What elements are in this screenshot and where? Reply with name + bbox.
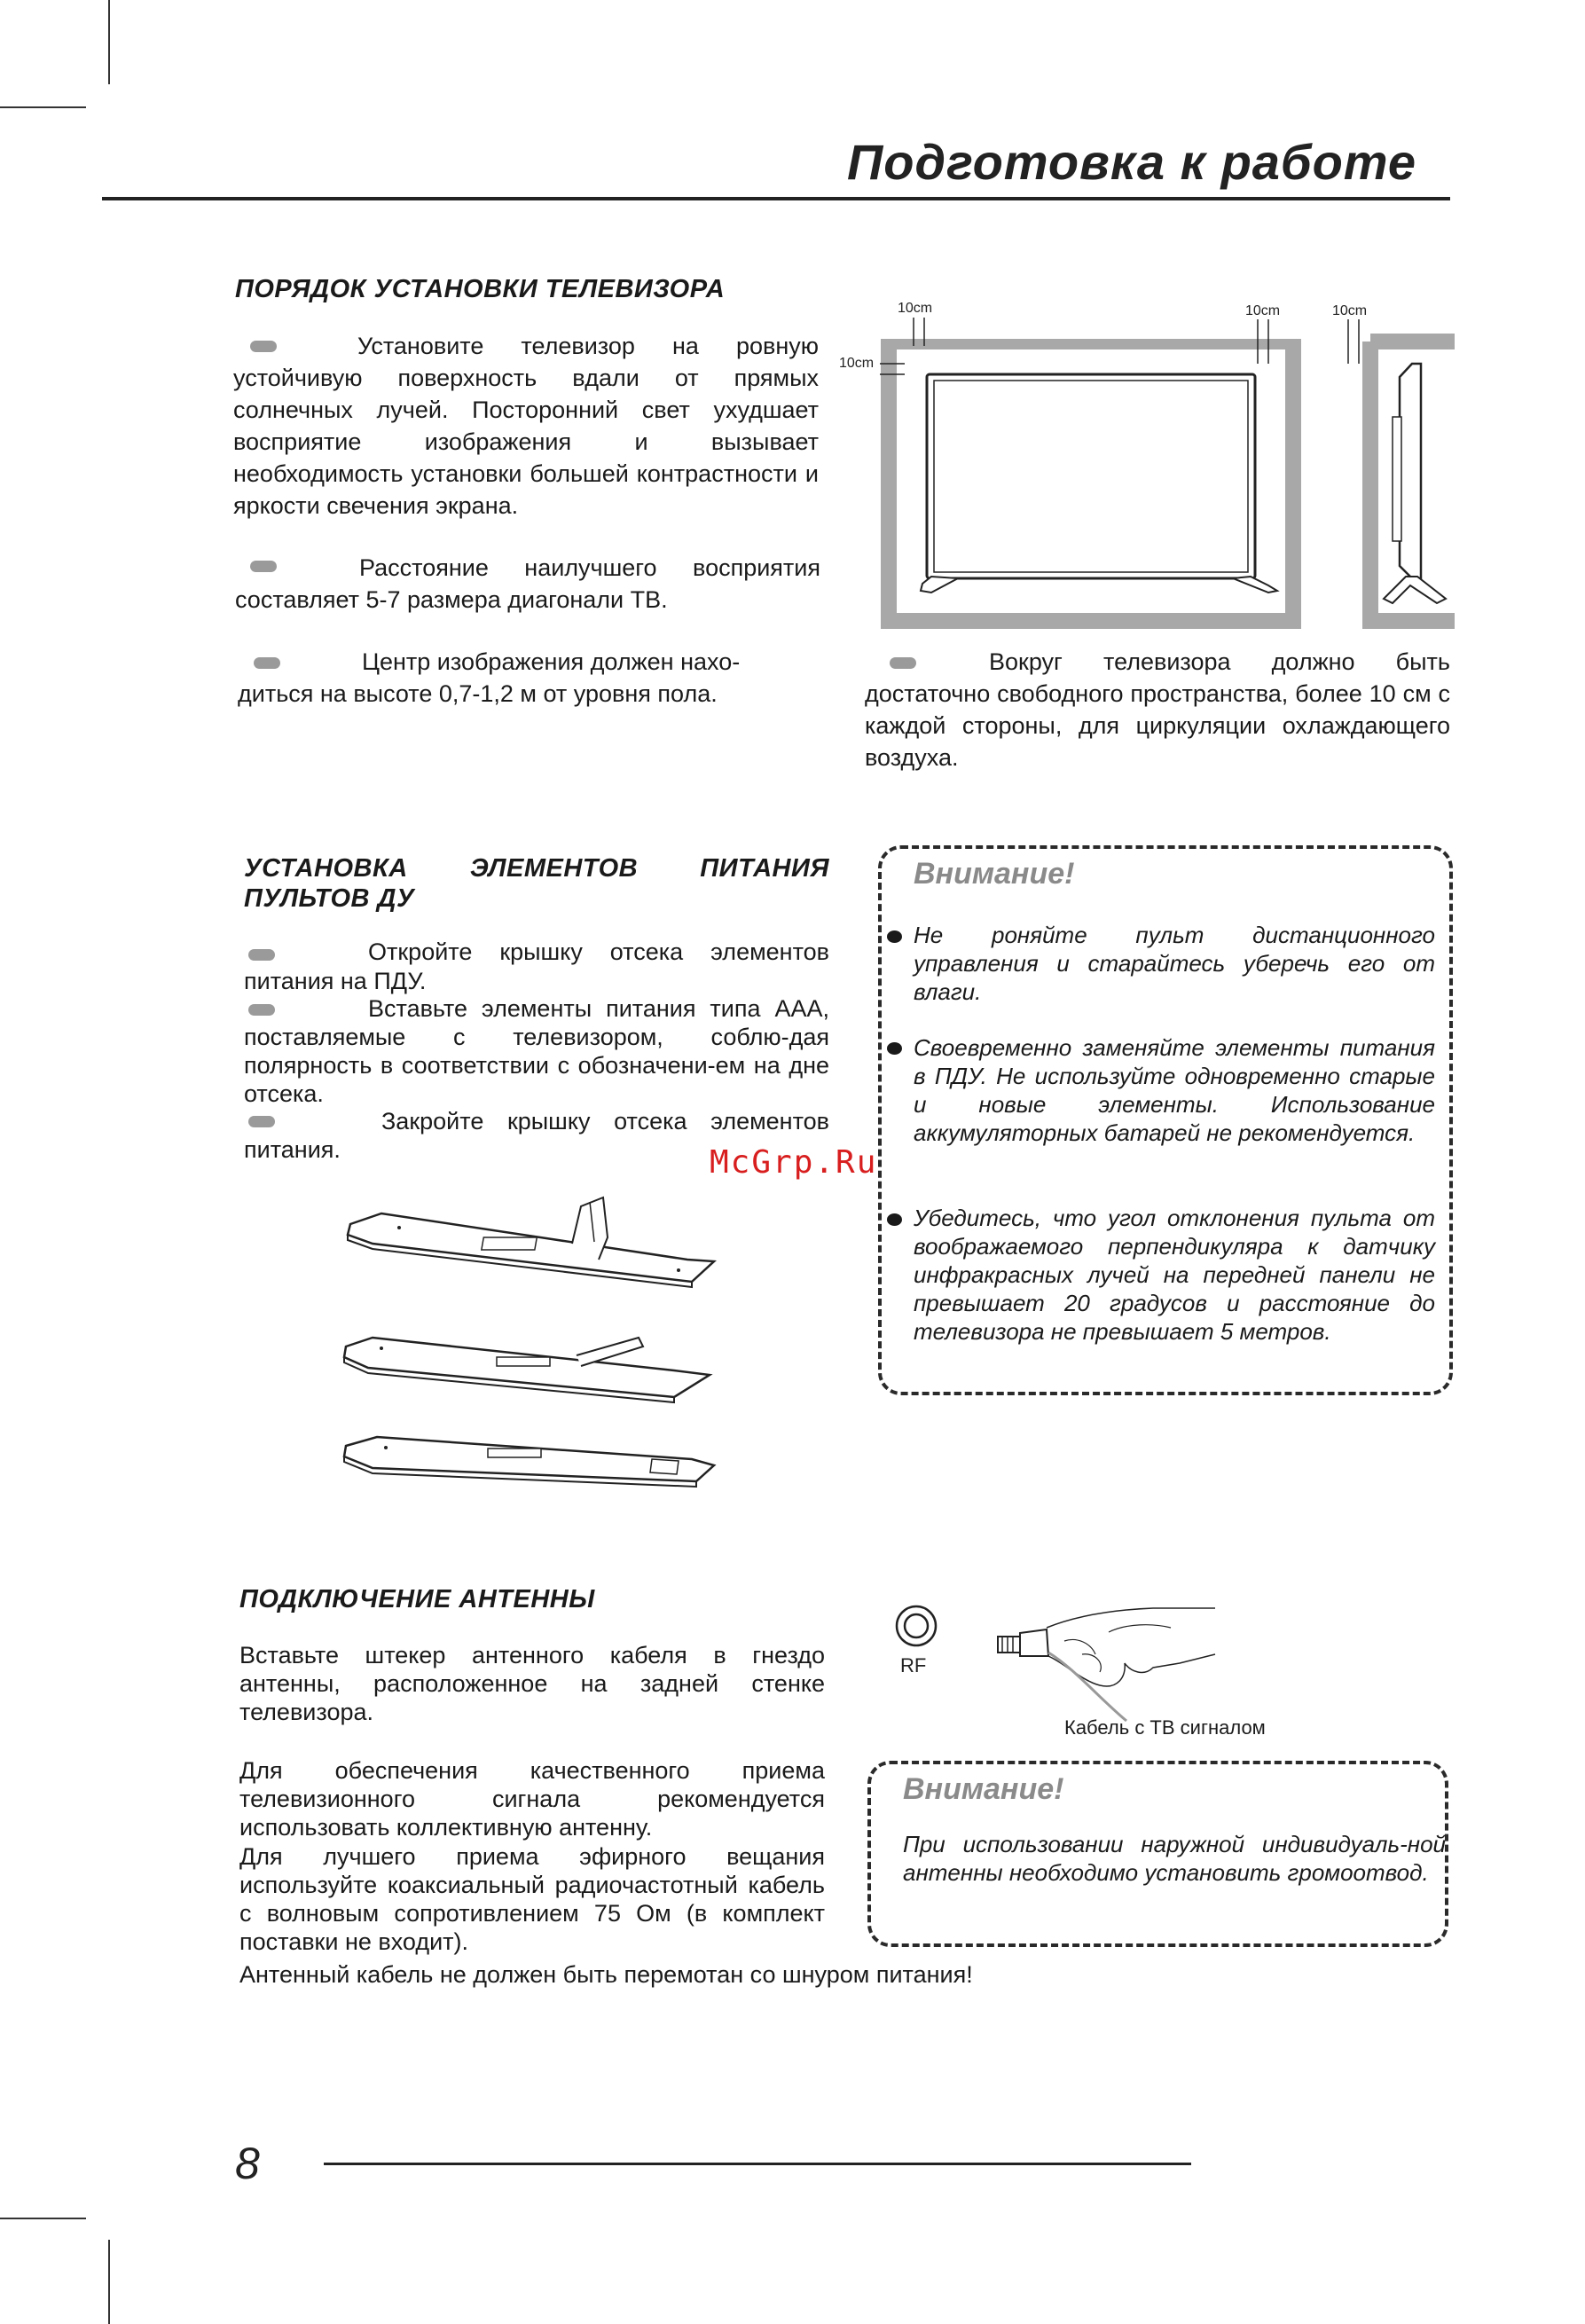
tv-foot-left [921, 577, 958, 593]
dimension-label: 10cm [1245, 303, 1281, 318]
crop-mark [108, 2240, 110, 2324]
dimension-label: 10cm [1332, 303, 1368, 318]
page-title: Подготовка к работе [846, 134, 1416, 190]
tv-foot-right [1233, 577, 1277, 593]
antenna-paragraph-3: Для лучшего приема эфирного вещания используйте коаксиальный радиочастотный кабель с волновым сопротивлением 75 Ом (в комплект поставки не входит). [239, 1843, 825, 1955]
warning-bullet-icon [887, 1213, 902, 1226]
remote-battery-illustration [337, 1189, 727, 1499]
warning-item-2: Своевременно заменяйте элементы питания в ПДУ. Не используйте одновременно старые и новые элементы. Использование аккумуляторных батарей не рекомендуется. [914, 1034, 1435, 1146]
cable-label: Кабель с ТВ сигналом [1064, 1716, 1266, 1739]
antenna-paragraph-1: Вставьте штекер антенного кабеля в гнездо антенны, расположенное на задней стенке телевизора. [239, 1642, 825, 1725]
warning-title: Внимание! [903, 1772, 1064, 1806]
batteries-heading: УСТАНОВКА ЭЛЕМЕНТОВ ПИТАНИЯ ПУЛЬТОВ ДУ [244, 854, 829, 913]
antenna-paragraph-2: Для обеспечения качественного приема телевизионного сигнала рекомендуется использовать коллективную антенну. [239, 1757, 825, 1841]
footer-divider [324, 2163, 1191, 2165]
tv-side-outline [1400, 364, 1421, 578]
remote-cover-open [348, 1197, 714, 1287]
install-paragraph-3: Центр изображения должен нахо-диться на высоте 0,7-1,2 м от уровня пола. [238, 648, 741, 707]
antenna-paragraph-4: Антенный кабель не должен быть перемотан со шнуром питания! [239, 1961, 973, 1988]
battery-step-3: Закройте крышку отсека элементов питания. [244, 1108, 829, 1163]
install-heading: ПОРЯДОК УСТАНОВКИ ТЕЛЕВИЗОРА [235, 275, 726, 303]
install-paragraph-4: Вокруг телевизора должно быть достаточно свободного пространства, более 10 см с каждой стороны, для циркуляции охлаждающего воздуха. [865, 648, 1450, 771]
remote-insert-batteries [344, 1338, 710, 1402]
antenna-heading: ПОДКЛЮЧЕНИЕ АНТЕННЫ [239, 1585, 595, 1613]
warning-title: Внимание! [914, 857, 1075, 891]
header-divider [102, 197, 1450, 200]
tv-clearance-diagram [825, 293, 1455, 630]
remote-cover-closed [344, 1437, 714, 1487]
warning-bullet-icon [887, 930, 902, 943]
dimension-label: 10cm [898, 301, 933, 316]
watermark: McGrp.Ru [710, 1144, 878, 1181]
antenna-connection-illustration [887, 1601, 1259, 1725]
install-paragraph-2: Расстояние наилучшего восприятия составляет 5-7 размера диагонали ТВ. [235, 554, 820, 613]
battery-step-1: Откройте крышку отсека элементов питания на ПДУ. [244, 938, 829, 994]
page-number: 8 [235, 2139, 260, 2188]
install-paragraph-1: Установите телевизор на ровную устойчивую поверхность вдали от прямых солнечных лучей. Посторонний свет ухудшает восприятие изображения и вызывает необходимость установки большей контрастности и яркости свечения экрана. [233, 333, 819, 519]
hand-plug-icon [998, 1608, 1215, 1721]
crop-mark [108, 0, 110, 84]
crop-mark [0, 2218, 86, 2219]
rf-socket-icon [897, 1606, 936, 1645]
warning-item-1: Не роняйте пульт дистанционного управления и старайтесь уберечь его от влаги. [914, 922, 1435, 1005]
warning-bullet-icon [887, 1042, 902, 1055]
battery-step-2: Вставьте элементы питания типа ААА, поставляемые с телевизором, соблю-дая полярность в соответствии с обозначени-ем на дне отсека. [244, 995, 829, 1107]
dimension-label: 10cm [839, 356, 875, 371]
warning-antenna-text: При использовании наружной индивидуаль-ной антенны необходимо установить громоотвод. [903, 1831, 1446, 1886]
tv-side-stand [1384, 577, 1446, 603]
rf-label: RF [900, 1654, 927, 1676]
crop-mark [0, 106, 86, 108]
warning-item-3: Убедитесь, что угол отклонения пульта от воображаемого перпендикуляра к датчику инфракрасных лучей на передней панели не превышает 20 градусов и расстояние до телевизора не превышает 5 метров. [914, 1205, 1435, 1345]
